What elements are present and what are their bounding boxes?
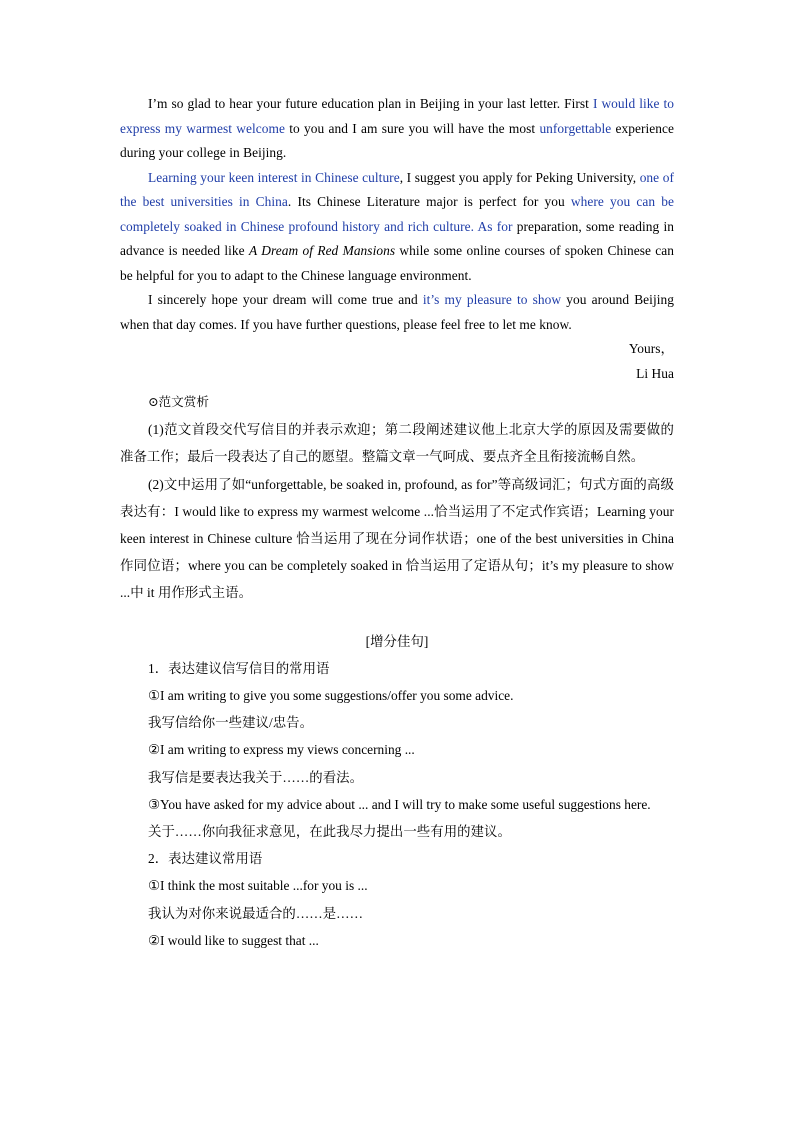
- group-title: 2．表达建议常用语: [148, 851, 263, 867]
- section-title: [增分佳句]: [365, 633, 429, 649]
- phrase-item: ①I am writing to give you some suggestions/offer you some advice.: [148, 688, 514, 704]
- phrase-item: ②I am writing to express my views concerning ...: [148, 742, 415, 758]
- section-gap: [120, 607, 674, 628]
- text-run: experience during your college in Beijing.: [120, 120, 674, 160]
- highlight-phrase: where you can be completely soaked in Chinese profound history and rich culture. As for: [120, 194, 674, 234]
- analysis-paragraph-2: (2)文中运用了如“unforgettable, be soaked in, profound, as for”等高级词汇；句式方面的高级表达有：I would like to express my warmest welcome ...恰当运用了不定式作宾语；Learning your keen interest in Chinese culture 恰当运用了现在分词作状语；one of the best universities in China 作同位语；where you can be completely soaked in 恰当运用了定语从句；it’s my pleasure to show ...中 it 用作形式主语。: [120, 476, 674, 601]
- analysis-title: ⊙范文赏析: [148, 395, 209, 409]
- highlight-phrase: one of the best universities in China: [120, 169, 674, 209]
- letter-paragraph-1: [120, 92, 674, 166]
- letter-paragraph-2: [120, 166, 674, 289]
- phrase-translation: 我写信是要表达我关于……的看法。: [148, 769, 364, 785]
- text-run: to you and I am sure you will have the most: [284, 120, 540, 136]
- phrases-section: [120, 628, 674, 954]
- phrase-translation: 关于……你向我征求意见，在此我尽力提出一些有用的建议。: [148, 824, 511, 840]
- text-run: , I suggest you apply for Peking University,: [399, 169, 640, 185]
- text-run: I’m so glad to hear your future education plan in Beijing in your last letter. First: [148, 96, 593, 111]
- text-run: you around Beijing when that day comes. If you have further questions, please feel free to let me know.: [120, 292, 674, 332]
- phrase-translation: 我写信给你一些建议/忠告。: [148, 715, 314, 731]
- phrase-item: ③You have asked for my advice about ... and I will try to make some useful suggestions here.: [148, 796, 651, 812]
- highlight-phrase: it’s my pleasure to show: [422, 292, 562, 307]
- letter-signature: Li Hua: [636, 365, 674, 381]
- text-run: . Its Chinese Literature major is perfect for you: [287, 194, 571, 209]
- phrase-item: ②I would like to suggest that ...: [148, 932, 319, 948]
- highlight-phrase: Learning your keen interest in Chinese culture: [148, 169, 400, 185]
- document-content: [120, 92, 674, 954]
- highlight-phrase: unforgettable: [539, 120, 612, 136]
- phrase-translation: 我认为对你来说最适合的……是……: [148, 905, 364, 921]
- text-run: while some online courses of spoken Chinese can be helpful for you to adapt to the Chinese language environment.: [120, 243, 675, 283]
- highlight-phrase: I would like to express my warmest welcome: [120, 96, 674, 136]
- analysis-paragraph-1: (1)范文首段交代写信目的并表示欢迎；第二段阐述建议他上北京大学的原因及需要做的准备工作；最后一段表达了自己的愿望。整篇文章一气呵成、要点齐全且衔接流畅自然。: [120, 422, 674, 465]
- phrase-item: ①I think the most suitable ...for you is ...: [148, 878, 368, 894]
- analysis-section: [120, 389, 674, 607]
- text-run: preparation, some reading in advance is needed like: [120, 218, 674, 258]
- letter-paragraph-3: [120, 288, 674, 337]
- group-title: 1．表达建议信写信目的常用语: [148, 660, 330, 676]
- text-run: I sincerely hope your dream will come true and: [148, 292, 423, 307]
- letter-closing: Yours，: [628, 341, 674, 356]
- book-title: A Dream of Red Mansions: [248, 243, 396, 258]
